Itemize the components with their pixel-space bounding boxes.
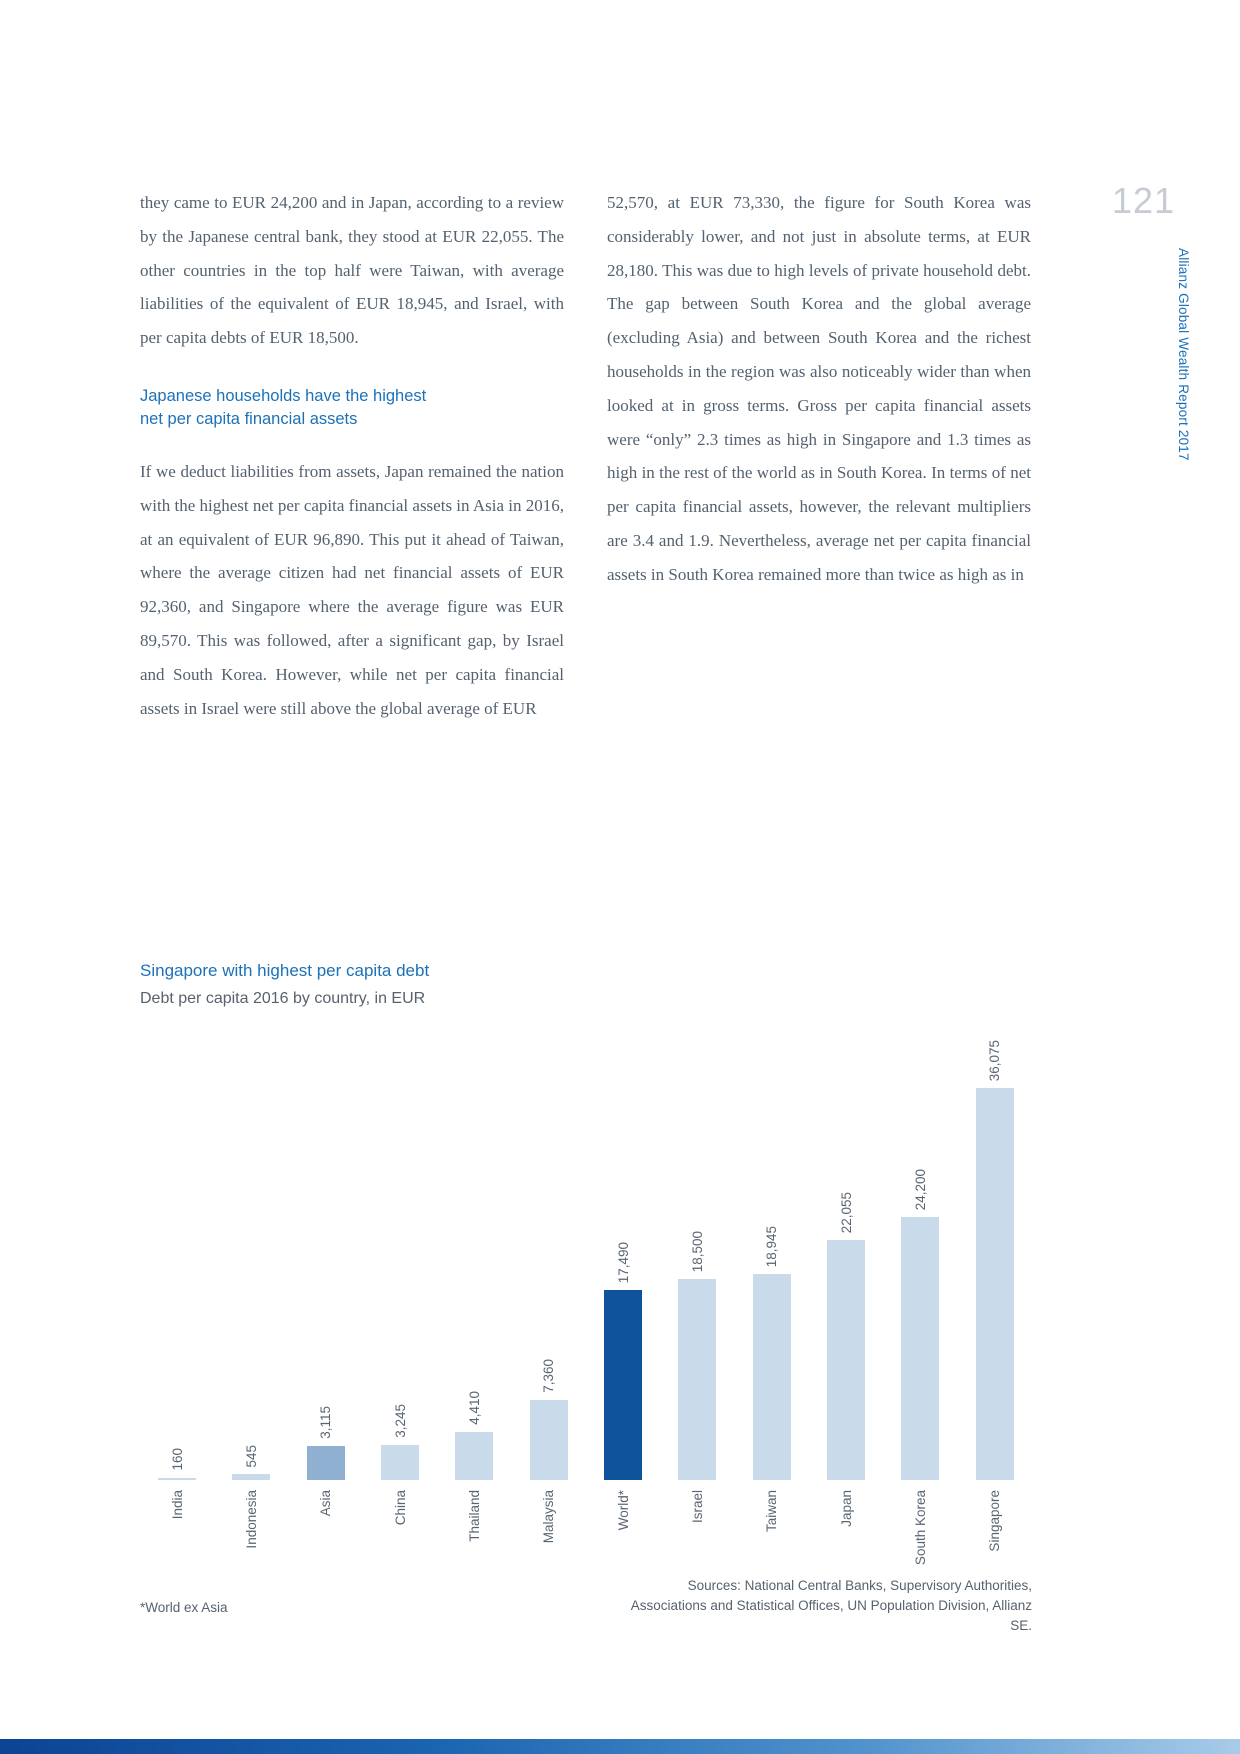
bar-stack (381, 1018, 419, 1480)
bar-value-label: 22,055 (838, 1192, 854, 1234)
text-column-left (140, 186, 564, 725)
bar-value-label: 18,945 (764, 1225, 780, 1268)
bar-value-label: 7,360 (541, 1359, 557, 1394)
body-paragraph: 52,570, at EUR 73,330, the figure for South Korea was considerably lower, and not just in absolute terms, at EUR 28,180. This was due to high levels of private household debt. The gap between South Korea and the global average (excluding Asia) and between South Korea and the richest households in the region was also noticeably wider than when looked at in gross terms. Gross per capita financial assets were “only” 2.3 times as high in Singapore and 1.3 times as high in the rest of the world as in South Korea. In terms of net per capita financial assets, however, the relevant multipliers are 3.4 and 1.9. Nevertheless, average net per capita financial assets in South Korea remained more than twice as high as in (607, 193, 1031, 584)
bar-category-label: China (392, 1490, 408, 1526)
bar-stack (604, 1018, 642, 1480)
text-column-right (607, 186, 1031, 592)
bar-group-asia (289, 1018, 363, 1565)
bar-japan (827, 1240, 865, 1480)
bar-israel (678, 1279, 716, 1480)
bar-group-thailand (437, 1018, 511, 1565)
bar-category-label: South Korea (912, 1490, 928, 1566)
bar-stack (530, 1018, 568, 1480)
bar-value-label: 36,075 (987, 1039, 1003, 1081)
bar-group-china (363, 1018, 437, 1565)
bar-category-label: World* (615, 1490, 631, 1531)
section-heading: Japanese households have the highest net per capita financial assets (140, 386, 427, 428)
bar-category-label: Indonesia (243, 1490, 259, 1549)
body-paragraph: they came to EUR 24,200 and in Japan, according to a review by the Japanese central bank, they stood at EUR 22,055. The other countries in the top half were Taiwan, with average liabilities of the equivalent of EUR 18,945, and Israel, with per capita debts of EUR 18,500. (140, 193, 564, 348)
bar-asia (307, 1446, 345, 1480)
bar-thailand (455, 1432, 493, 1480)
chart-sources: Sources: National Central Banks, Supervisory Authorities, Associations and Statistical Offices, UN Population Division, Allianz SE. (630, 1578, 1032, 1633)
chart-footnote: *World ex Asia (140, 1600, 228, 1615)
debt-per-capita-chart (140, 960, 1032, 1565)
bar-value-label: 3,245 (392, 1403, 408, 1438)
page-footer-gradient-bar (0, 1739, 1240, 1754)
bar-group-taiwan (735, 1018, 809, 1565)
bar-stack (901, 1018, 939, 1480)
bar-value-label: 17,490 (615, 1241, 631, 1283)
bar-singapore (976, 1088, 1014, 1480)
bar-stack (158, 1018, 196, 1480)
bar-group-south-korea (883, 1018, 957, 1565)
bar-stack (455, 1018, 493, 1480)
bar-category-label: Asia (318, 1490, 334, 1517)
bar-south-korea (901, 1217, 939, 1480)
bar-value-label: 18,500 (689, 1230, 705, 1272)
bar-value-label: 160 (169, 1448, 185, 1471)
bar-group-malaysia (512, 1018, 586, 1565)
bar-category-label: Japan (838, 1490, 854, 1527)
bar-value-label: 4,410 (466, 1391, 482, 1426)
bar-group-indonesia (214, 1018, 288, 1565)
bar-india (158, 1478, 196, 1480)
bar-group-world (586, 1018, 660, 1565)
bar-taiwan (753, 1274, 791, 1480)
bar-malaysia (530, 1400, 568, 1480)
bar-category-label: Taiwan (764, 1490, 780, 1533)
bar-group-japan (809, 1018, 883, 1565)
bar-value-label: 24,200 (912, 1168, 928, 1211)
bar-value-label: 3,115 (318, 1406, 334, 1440)
bar-stack (307, 1018, 345, 1480)
chart-plot-area (140, 1018, 1032, 1565)
bar-value-label: 545 (243, 1444, 259, 1468)
report-side-label: Allianz Global Wealth Report 2017 (1176, 248, 1191, 461)
page-number: 121 (1112, 180, 1176, 221)
bar-stack (232, 1018, 270, 1480)
bar-group-singapore (958, 1018, 1032, 1565)
bar-category-label: Israel (689, 1490, 705, 1524)
bar-china (381, 1445, 419, 1480)
bar-world (604, 1290, 642, 1480)
chart-title: Singapore with highest per capita debt (140, 961, 430, 980)
bar-group-israel (660, 1018, 734, 1565)
bar-group-india (140, 1018, 214, 1565)
bar-category-label: Malaysia (541, 1490, 557, 1544)
chart-subtitle: Debt per capita 2016 by country, in EUR (140, 990, 426, 1007)
bar-stack (827, 1018, 865, 1480)
bar-stack (753, 1018, 791, 1480)
bar-stack (678, 1018, 716, 1480)
bar-category-label: Singapore (987, 1490, 1003, 1552)
bar-indonesia (232, 1474, 270, 1480)
bar-category-label: Thailand (466, 1490, 482, 1542)
body-paragraph: If we deduct liabilities from assets, Japan remained the nation with the highest net per capita financial assets in Asia in 2016, at an equivalent of EUR 96,890. This put it ahead of Taiwan, where the average citizen had net financial assets of EUR 92,360, and Singapore where the average figure was EUR 89,570. This was followed, after a significant gap, by Israel and South Korea. However, while net per capita financial assets in Israel were still above the global average of EUR (140, 461, 564, 718)
bar-stack (976, 1018, 1014, 1480)
bar-category-label: India (169, 1490, 185, 1520)
